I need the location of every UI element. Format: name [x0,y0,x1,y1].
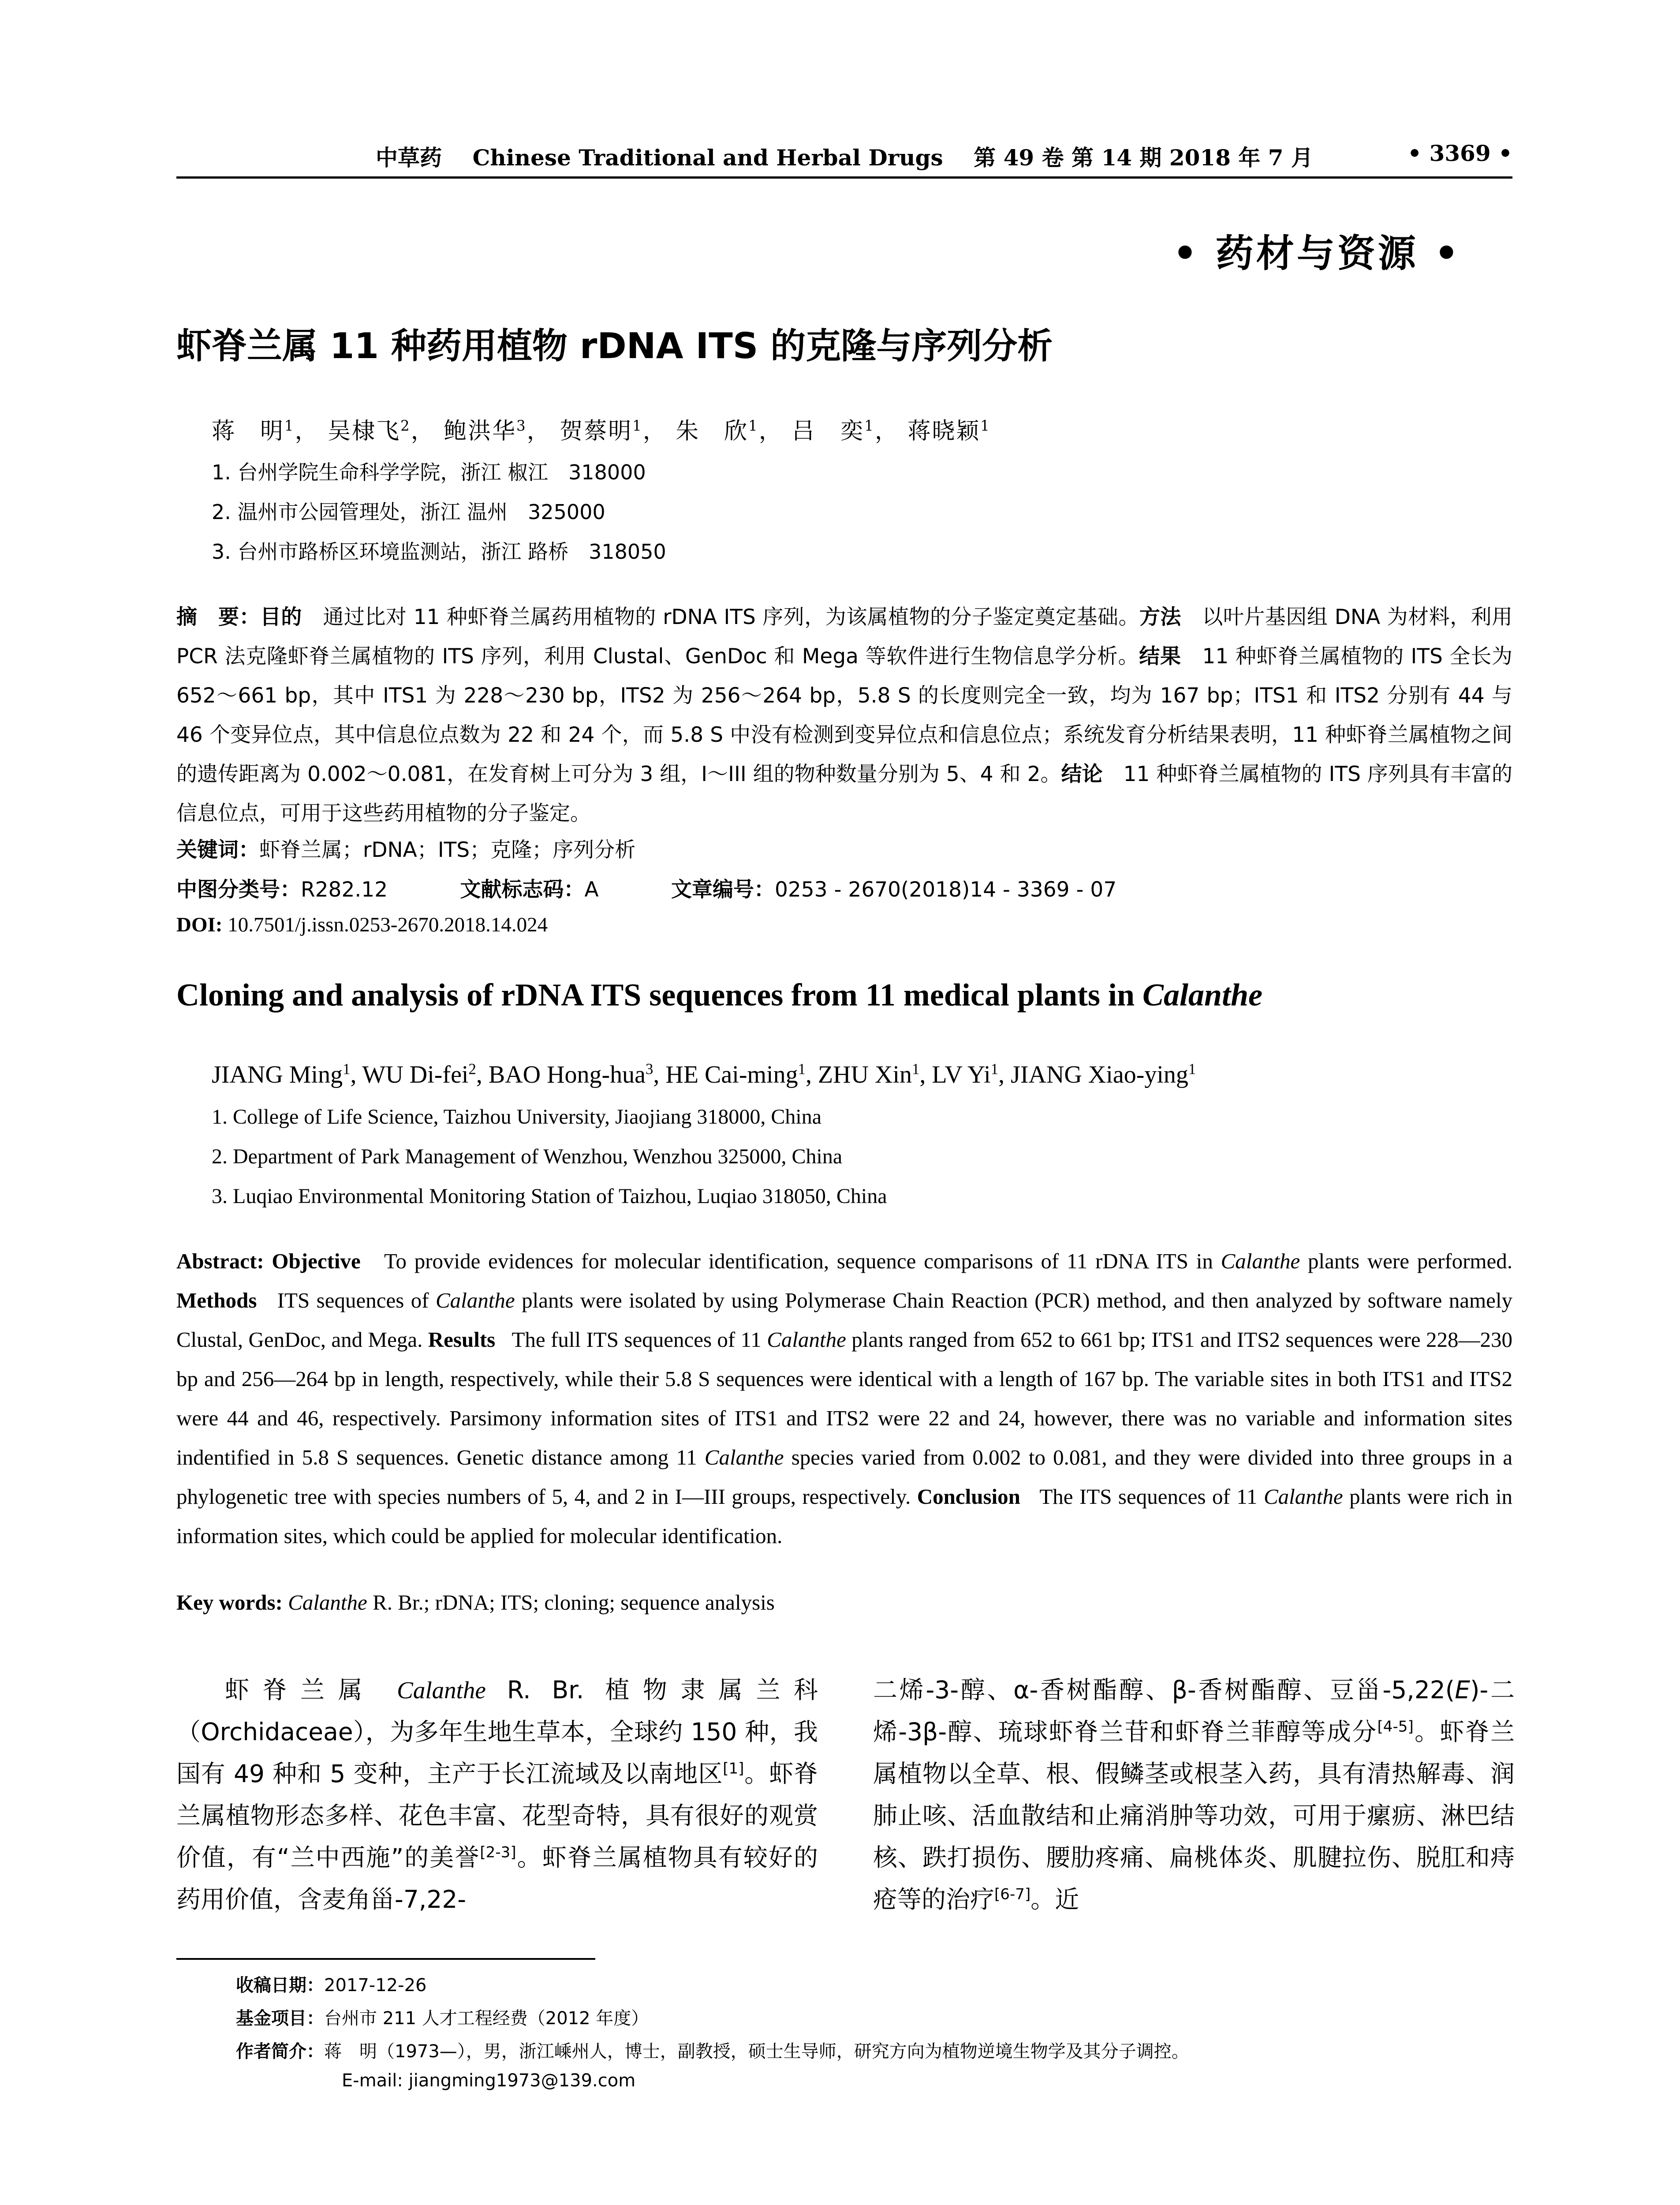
results-label: 结果 [1139,644,1181,669]
running-header [176,140,1512,176]
author-name: 蒋 明 [212,418,285,445]
methods-label: Methods [176,1288,257,1312]
genus-name: Calanthe [1263,1484,1343,1509]
article-no-value: 0253 - 2670(2018)14 - 3369 - 07 [774,878,1117,902]
author-name: WU Di-fei [362,1061,469,1088]
objective-label: 目的 [260,605,302,629]
abstract-label: Abstract: [176,1249,264,1273]
body-column-right [873,1669,1515,1921]
methods-text: ITS sequences of [277,1288,436,1312]
chinese-authors: 蒋 明$^1$， 吴棣飞$^2$， 鲍洪华$^3$， 贺蔡明$^1$， 朱 欣$^1$， 吕 奕$^1$， 蒋晓颖$^1$ [212,417,991,445]
body-text: 二烯-3-醇、α-香树酯醇、β-香树酯醇、豆甾-5,22( [873,1676,1455,1704]
author-name: 吴棣飞 [328,418,401,445]
methods-label: 方法 [1139,605,1181,629]
citation: [6-7] [994,1885,1031,1903]
conclusion-label: 结论 [1061,762,1103,786]
author-name: BAO Hong-hua [488,1061,646,1088]
doi-line [176,913,548,937]
results-label: Results [428,1327,496,1352]
clc-value: R282.12 [301,878,388,902]
body-text: 。虾脊兰属植物以全草、根、假鳞茎或根茎入药，具有清热解毒、润肺止咳、活血散结和止痛消肿等功效，可用于瘰疬、淋巴结核、跌打损伤、腰肋疼痛、扁桃体炎、肌腱拉伤、脱肛和痔疮等的治疗 [873,1718,1515,1913]
genus-name: Calanthe [767,1327,846,1352]
author-affiliation-mark: 1 [284,417,295,434]
chinese-abstract [176,598,1512,833]
body-text: )-二烯-3β-醇、琉球虾脊兰苷和虾脊兰菲醇等成分 [873,1676,1515,1746]
author-affiliation-mark: 3 [646,1060,653,1078]
english-title [176,977,1262,1013]
objective-label: Objective [272,1249,361,1273]
footnote-email: E-mail: jiangming1973@139.com [342,2070,636,2091]
keywords-genus: Calanthe [288,1590,367,1615]
methods-text: 以叶片基因组 DNA 为材料，利用 PCR 法克隆虾脊兰属植物的 ITS 序列，利用 Clustal、GenDoc 和 Mega 等软件进行生物信息学分析。 [176,605,1513,669]
conclusion-text: 11 种虾脊兰属植物的 ITS 序列具有丰富的信息位点，可用于这些药用植物的分子鉴定。 [176,762,1513,826]
body-column-left [176,1669,818,1921]
author-affiliation-mark: 1 [632,417,643,434]
english-affiliation-1: 1. College of Life Science, Taizhou University, Jiaojiang 318000, China [212,1105,821,1129]
body-text: R. Br. 植物隶属兰科（Orchidaceae），为多年生地生草本，全球约 150 种，我国有 49 种和 5 变种，主产于长江流域及以南地区 [176,1676,818,1788]
author-affiliation-mark: 1 [912,1060,920,1078]
citation: [2-3] [480,1843,516,1861]
keywords-label: 关键词： [176,838,259,862]
author-name: ZHU Xin [818,1061,912,1088]
section-label: • 药材与资源 • [1173,231,1461,276]
received-date: 2017-12-26 [324,1975,427,1996]
objective-text: plants were performed. [1300,1249,1513,1273]
author-name: LV Yi [932,1061,991,1088]
results-text: The full ITS sequences of 11 [511,1327,767,1352]
citation: [4-5] [1377,1718,1414,1736]
footnote-author [236,2037,1189,2063]
author-bio-label: 作者简介： [236,2041,324,2062]
english-affiliation-3: 3. Luqiao Environmental Monitoring Station of Taizhou, Luqiao 318050, China [212,1185,887,1208]
fund-text: 台州市 211 人才工程经费（2012 年度） [324,2008,649,2029]
doi-value: 10.7501/j.issn.0253-2670.2018.14.024 [228,913,548,936]
author-affiliation-mark: 1 [748,417,759,434]
genus-name: Calanthe [704,1445,784,1469]
footnote-fund [236,2004,649,2029]
author-name: JIANG Xiao-ying [1011,1061,1188,1088]
journal-header [176,140,1512,172]
author-name: 吕 奕 [791,418,865,445]
english-keywords [176,1590,775,1615]
author-affiliation-mark: 1 [798,1060,806,1078]
chinese-title: 虾脊兰属 11 种药用植物 rDNA ITS 的克隆与序列分析 [176,325,1053,366]
keywords-text: 虾脊兰属；rDNA；ITS；克隆；序列分析 [259,838,636,862]
fund-label: 基金项目： [236,2008,324,2029]
author-affiliation-mark: 1 [980,417,991,434]
conclusion-text: plants were rich in information sites, which could be applied for molecular identification. [176,1484,1512,1548]
objective-text: To provide evidences for molecular identification, sequence comparisons of 11 rDNA ITS in [384,1249,1221,1273]
english-title-main: Cloning and analysis of rDNA ITS sequences from 11 medical plants in [176,977,1143,1013]
author-name: HE Cai-ming [665,1061,798,1088]
author-affiliation-mark: 2 [400,417,411,434]
clc-label: 中图分类号： [176,878,301,902]
isomer-label: E [1455,1676,1470,1704]
doi-label: DOI: [176,913,223,936]
objective-text: 通过比对 11 种虾脊兰属药用植物的 rDNA ITS 序列，为该属植物的分子鉴定奠定基础。 [323,605,1139,629]
conclusion-text: The ITS sequences of 11 [1039,1484,1264,1509]
english-title-genus: Calanthe [1142,977,1263,1013]
english-authors: JIANG Ming$^1$, WU Di-fei$^2$, BAO Hong-hua$^3$, HE Cai-ming$^1$, ZHU Xin$^1$, LV Yi$^1$, JIANG Xiao-ying$^1$ [212,1060,1196,1088]
abstract-label: 摘 要： [176,605,260,629]
genus-name: Calanthe [436,1288,515,1312]
author-affiliation-mark: 1 [343,1060,351,1078]
footnote-divider [176,1958,595,1960]
page-number: • 3369 • [1407,140,1512,166]
journal-issue: 第 49 卷 第 14 期 2018 年 7 月 [974,145,1314,171]
genus-name: Calanthe [1221,1249,1300,1273]
chinese-keywords [176,833,635,863]
author-name: 朱 欣 [676,418,749,445]
chinese-affiliation-2: 2. 温州市公园管理处，浙江 温州 325000 [212,500,605,524]
author-affiliation-mark: 1 [990,1060,999,1078]
results-text: plants ranged from 652 to 661 bp; ITS1 and ITS2 sequences were 228—230 bp and 256—264 bp in length, respectively, while their 5.8 S sequences were identical with a length of 167 bp. The variable sites in both ITS1 and ITS2 were 44 and 46, respectively. Parsimony information sites of ITS1 and ITS2 were 22 and 24, however, there was no variable and information sites indentified in 5.8 S sequences. Genetic distance among 11 [176,1327,1513,1469]
header-divider [176,176,1512,179]
results-text: species varied from 0.002 to 0.081, and they were divided into three groups in a phylogenetic tree with species numbers of 5, 4, and 2 in I—III groups, respectively. [176,1445,1512,1509]
received-label: 收稿日期： [236,1975,324,1996]
author-name: 蒋晓颖 [907,418,981,445]
author-affiliation-mark: 1 [1188,1060,1196,1078]
chinese-affiliation-3: 3. 台州市路桥区环境监测站，浙江 路桥 318050 [212,540,666,564]
chinese-affiliation-1: 1. 台州学院生命科学学院，浙江 椒江 318000 [212,460,646,484]
author-affiliation-mark: 1 [864,417,875,434]
doc-code-label: 文献标志码： [460,878,585,902]
author-name: JIANG Ming [212,1061,343,1088]
results-text: 11 种虾脊兰属植物的 ITS 全长为 652～661 bp，其中 ITS1 为 228～230 bp，ITS2 为 256～264 bp，5.8 S 的长度则完全一致，均为 167 bp；ITS1 和 ITS2 分别有 44 与 46 个变异位点，其中信息位点数为 22 和 24 个，而 5.8 S 中没有检测到变异位点和信息位点；系统发育分析结果表明，11 种虾脊兰属植物之间的遗传距离为 0.002～0.081，在发育树上可分为 3 组，I～III 组的物种数量分别为 5、4 和 2。 [176,644,1513,786]
methods-text: plants were isolated by using Polymerase Chain Reaction (PCR) method, and then analyzed by software namely Clustal, GenDoc, and Mega. [176,1288,1512,1352]
keywords-text: R. Br.; rDNA; ITS; cloning; sequence analysis [367,1590,775,1615]
body-text: 。虾脊兰属植物具有较好的药用价值，含麦角甾-7,22- [176,1843,818,1913]
author-bio-text: 蒋 明（1973—），男，浙江嵊州人，博士，副教授，硕士生导师，研究方向为植物逆境生物学及其分子调控。 [324,2041,1189,2062]
journal-name-en: Chinese Traditional and Herbal Drugs [472,145,943,171]
body-text: 。近 [1030,1885,1079,1913]
english-abstract [176,1241,1512,1555]
journal-name-cn: 中草药 [375,145,442,171]
genus-name: Calanthe [397,1677,486,1704]
doc-code-value: A [584,878,599,902]
footnote-received [236,1971,426,1996]
keywords-label: Key words: [176,1590,283,1615]
author-affiliation-mark: 3 [516,417,527,434]
author-name: 鲍洪华 [444,418,517,445]
author-affiliation-mark: 2 [468,1060,476,1078]
article-no-label: 文章编号： [671,878,775,902]
body-text: 。虾脊兰属植物形态多样、花色丰富、花型奇特，具有很好的观赏价值，有“兰中西施”的美誉 [176,1760,818,1872]
author-name: 贺蔡明 [560,418,633,445]
conclusion-label: Conclusion [917,1484,1020,1509]
english-affiliation-2: 2. Department of Park Management of Wenzhou, Wenzhou 325000, China [212,1145,843,1168]
classification-line [176,873,1116,903]
citation: [1] [723,1760,744,1778]
body-text: 虾脊兰属 [225,1676,397,1704]
